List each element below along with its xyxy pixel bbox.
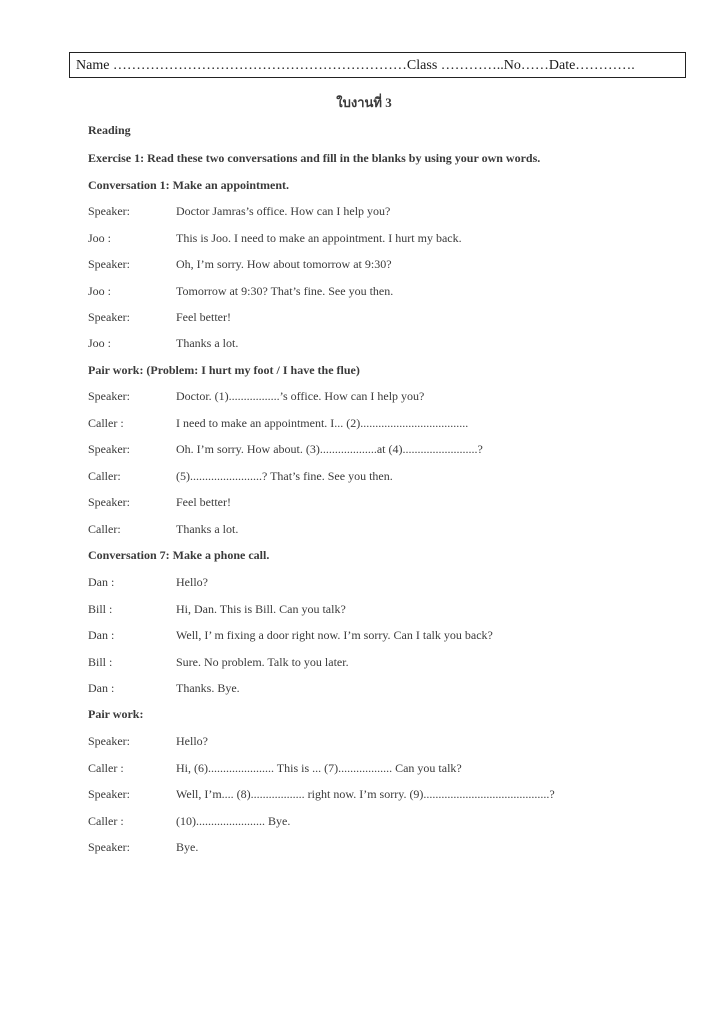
dialogue-text: Hi, Dan. This is Bill. Can you talk? [176, 602, 346, 616]
speaker-label: Dan : [88, 628, 115, 642]
dialogue-text: Thanks a lot. [176, 522, 239, 536]
dialogue-text: Tomorrow at 9:30? That’s fine. See you then. [176, 284, 394, 298]
dialogue-text: Well, I’ m fixing a door right now. I’m sorry. Can I talk you back? [176, 628, 493, 642]
dialogue-text: Well, I’m.... (8).................. right now. I’m sorry. (9)..........................................? [176, 787, 555, 801]
dialogue-text: Hello? [176, 734, 208, 748]
dialogue-text: Hi, (6)...................... This is ... (7).................. Can you talk? [176, 761, 462, 775]
speaker-label: Dan : [88, 681, 115, 695]
pair-work-2-title: Pair work: [88, 707, 144, 721]
dialogue-text: Feel better! [176, 310, 231, 324]
speaker-label: Speaker: [88, 787, 130, 801]
exercise-instruction: Exercise 1: Read these two conversations and fill in the blanks by using your own words. [88, 151, 541, 165]
dialogue-text: Thanks a lot. [176, 336, 239, 350]
speaker-label: Speaker: [88, 734, 130, 748]
speaker-label: Speaker: [88, 840, 130, 854]
dialogue-text: Thanks. Bye. [176, 681, 240, 695]
conversation-7-title: Conversation 7: Make a phone call. [88, 548, 270, 562]
dialogue-text: (10)....................... Bye. [176, 814, 291, 828]
student-info-text: Name ………………………………………………………Class …………..No……Date…………. [76, 58, 635, 73]
section-heading-reading: Reading [88, 123, 131, 137]
speaker-label: Speaker: [88, 495, 130, 509]
speaker-label: Speaker: [88, 257, 130, 271]
conversation-1-title: Conversation 1: Make an appointment. [88, 178, 290, 192]
dialogue-text: Doctor. (1).................’s office. How can I help you? [176, 389, 425, 403]
speaker-label: Speaker: [88, 442, 130, 456]
student-info-header [69, 52, 686, 78]
dialogue-text: Oh, I’m sorry. How about tomorrow at 9:30? [176, 257, 392, 271]
speaker-label: Bill : [88, 655, 113, 669]
dialogue-text: Sure. No problem. Talk to you later. [176, 655, 349, 669]
speaker-label: Caller : [88, 814, 124, 828]
speaker-label: Caller: [88, 522, 121, 536]
speaker-label: Speaker: [88, 389, 130, 403]
speaker-label: Caller : [88, 416, 124, 430]
speaker-label: Speaker: [88, 310, 130, 324]
speaker-label: Caller : [88, 761, 124, 775]
pair-work-1-title: Pair work: (Problem: I hurt my foot / I have the flue) [88, 363, 360, 377]
dialogue-text: This is Joo. I need to make an appointment. I hurt my back. [176, 231, 462, 245]
dialogue-text: (5)........................? That’s fine. See you then. [176, 469, 393, 483]
speaker-label: Joo : [88, 231, 112, 245]
dialogue-text: Bye. [176, 840, 199, 854]
dialogue-text: Doctor Jamras’s office. How can I help you? [176, 204, 391, 218]
dialogue-text: I need to make an appointment. I... (2).................................... [176, 416, 469, 430]
dialogue-text: Hello? [176, 575, 208, 589]
speaker-label: Speaker: [88, 204, 130, 218]
speaker-label: Joo : [88, 284, 112, 298]
worksheet-title: ใบงานที่ 3 [336, 95, 392, 110]
dialogue-text: Oh. I’m sorry. How about. (3)...................at (4).........................? [176, 442, 483, 456]
speaker-label: Caller: [88, 469, 121, 483]
speaker-label: Dan : [88, 575, 115, 589]
speaker-label: Bill : [88, 602, 113, 616]
speaker-label: Joo : [88, 336, 112, 350]
dialogue-text: Feel better! [176, 495, 231, 509]
